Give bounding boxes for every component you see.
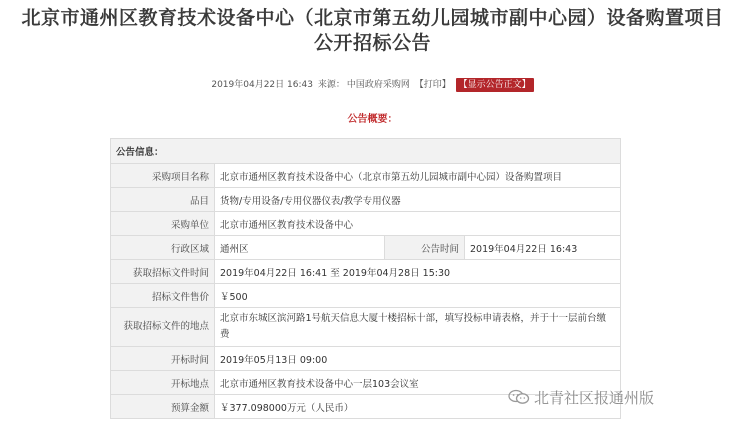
unit-value: 北京市通州区教育技术设备中心 — [215, 212, 621, 236]
doc-price-value: ￥500 — [215, 284, 621, 308]
open-time-label: 开标时间 — [111, 347, 215, 371]
table-row — [111, 284, 621, 308]
watermark-text: 北青社区报通州版 — [534, 389, 655, 407]
unit-label: 采购单位 — [111, 212, 215, 236]
region-label: 行政区域 — [111, 236, 215, 260]
announcement-title — [0, 6, 745, 56]
open-time-value: 2019年05月13日 09:00 — [215, 347, 621, 371]
show-text-button[interactable]: 【显示公告正文】 — [456, 78, 534, 92]
table-row — [111, 308, 621, 347]
doc-place-label: 获取招标文件的地点 — [111, 308, 215, 347]
open-place-label: 开标地点 — [111, 371, 215, 395]
doc-time-value: 2019年04月22日 16:41 至 2019年04月28日 15:30 — [215, 260, 621, 284]
budget-label: 预算金额 — [111, 395, 215, 419]
table-row — [111, 347, 621, 371]
publish-time-label: 公告时间 — [385, 236, 465, 260]
category-value: 货物/专用设备/专用仪器仪表/教学专用仪器 — [215, 188, 621, 212]
announcement-info-table — [110, 138, 621, 419]
doc-place-value: 北京市东城区滨河路1号航天信息大厦十楼招标十部，填写投标申请表格，并于十一层前台缴费 — [215, 308, 621, 347]
title-line-2: 公开招标公告 — [313, 32, 431, 54]
budget-value: ￥377.098000万元（人民币） — [215, 395, 621, 419]
table-header: 公告信息： — [111, 139, 621, 164]
publish-time-value: 2019年04月22日 16:43 — [465, 236, 621, 260]
table-row — [111, 188, 621, 212]
table-row — [111, 164, 621, 188]
source-name: 中国政府采购网 — [346, 80, 410, 90]
source-label: 来源： — [317, 80, 345, 90]
open-place-value: 北京市通州区教育技术设备中心一层103会议室 — [215, 371, 621, 395]
table-row — [111, 236, 621, 260]
doc-price-label: 招标文件售价 — [111, 284, 215, 308]
wechat-icon — [508, 389, 530, 405]
category-label: 品目 — [111, 188, 215, 212]
purchase-name-label: 采购项目名称 — [111, 164, 215, 188]
watermark — [508, 387, 654, 408]
title-line-1: 北京市通州区教育技术设备中心（北京市第五幼儿园城市副中心园）设备购置项目 — [21, 7, 724, 29]
purchase-name-value: 北京市通州区教育技术设备中心（北京市第五幼儿园城市副中心园）设备购置项目 — [215, 164, 621, 188]
region-value: 通州区 — [215, 236, 385, 260]
publish-datetime: 2019年04月22日 16:43 — [211, 80, 313, 90]
table-row — [111, 212, 621, 236]
print-link[interactable]: 【打印】 — [414, 80, 451, 90]
meta-bar — [0, 78, 745, 92]
table-row — [111, 260, 621, 284]
table-header-row — [111, 139, 621, 164]
doc-time-label: 获取招标文件时间 — [111, 260, 215, 284]
summary-heading: 公告概要： — [347, 114, 398, 125]
